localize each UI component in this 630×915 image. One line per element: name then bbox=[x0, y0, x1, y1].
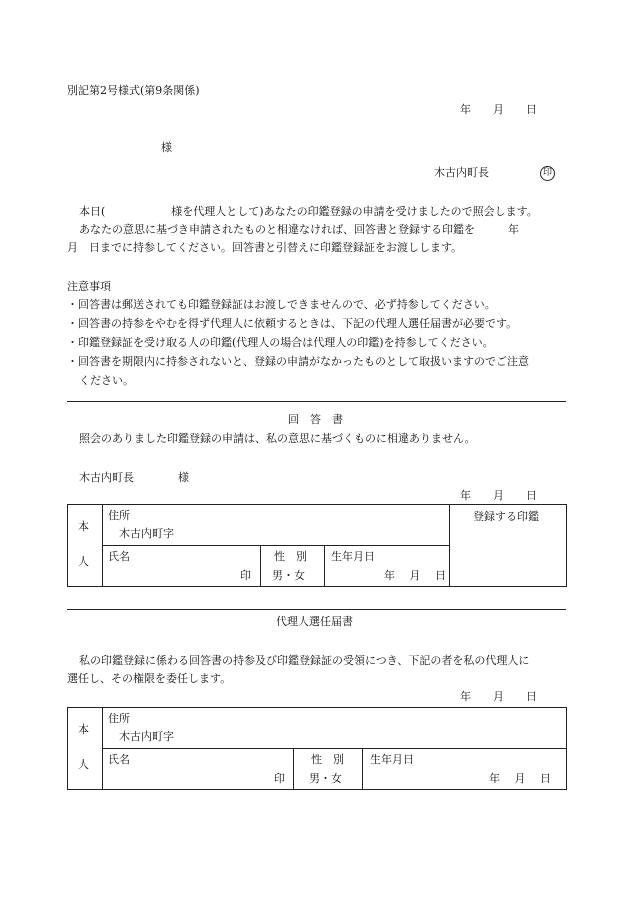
address-value: 木古内町字 bbox=[119, 527, 174, 540]
note-item: ・回答書は郵送されても印鑑登録証はお渡しできませんので、必ず持参してください。 bbox=[67, 298, 496, 311]
honnin-label: 本 bbox=[78, 723, 89, 736]
notes-title: 注意事項 bbox=[67, 280, 111, 293]
answer-addressee: 木古内町長 様 bbox=[79, 471, 189, 484]
honnin-label: 本 bbox=[78, 520, 89, 533]
proxy-line-2: 選任し、その権限を委任します。 bbox=[67, 672, 232, 685]
note-item: ・回答書を期限内に持参されないと、登録の申請がなかったものとして取扱いますのでご注意 bbox=[67, 355, 529, 368]
divider bbox=[67, 401, 566, 402]
answer-date: 年 月 日 bbox=[460, 489, 537, 502]
birth-value: 年 月 日 bbox=[489, 772, 551, 785]
sender: 木古内町長 bbox=[434, 166, 489, 179]
sex-value: 男・女 bbox=[272, 569, 305, 582]
birth-label: 生年月日 bbox=[331, 550, 375, 563]
note-item: ・印鑑登録証を受け取る人の印鑑(代理人の場合は代理人の印鑑)を持参してください。 bbox=[67, 336, 494, 349]
address-value: 木古内町字 bbox=[119, 730, 174, 743]
date-top: 年 月 日 bbox=[460, 103, 537, 116]
divider bbox=[67, 609, 566, 610]
name-seal-mark: 印 bbox=[274, 772, 285, 785]
answer-statement: 照会のありました印鑑登録の申請は、私の意思に基づくものに相違ありません。 bbox=[79, 432, 476, 445]
registered-seal-label: 登録する印鑑 bbox=[473, 510, 539, 523]
seal-icon: 印 bbox=[540, 166, 555, 181]
note-item-continued: ください。 bbox=[79, 374, 134, 387]
name-label: 氏名 bbox=[108, 753, 130, 766]
honnin-label: 人 bbox=[78, 555, 89, 568]
proxy-title: 代理人選任届書 bbox=[276, 615, 353, 628]
address-label: 住所 bbox=[108, 712, 130, 725]
body-line-3: 月 日までに持参してください。回答書と引替えに印鑑登録証をお渡しします。 bbox=[67, 241, 463, 254]
form-id: 別記第2号様式(第9条関係) bbox=[67, 84, 200, 97]
body-line-1: 本日( 様を代理人として)あなたの印鑑登録の申請を受けましたので照会します。 bbox=[79, 205, 538, 218]
proxy-date: 年 月 日 bbox=[460, 690, 537, 703]
sex-label: 性 別 bbox=[274, 550, 307, 563]
address-label: 住所 bbox=[108, 509, 130, 522]
name-seal-mark: 印 bbox=[240, 569, 251, 582]
note-item: ・回答書の持参をやむを得ず代理人に依頼するときは、下記の代理人選任届書が必要です。 bbox=[67, 317, 518, 330]
sex-label: 性 別 bbox=[311, 753, 344, 766]
proxy-line-1: 私の印鑑登録に係わる回答書の持参及び印鑑登録証の受領につき、下記の者を私の代理人に bbox=[79, 654, 530, 667]
body-line-2: あなたの意思に基づき申請されたものと相違なければ、回答書と登録する印鑑を 年 bbox=[79, 223, 519, 236]
addressee-sama: 様 bbox=[161, 141, 172, 154]
sex-value: 男・女 bbox=[309, 772, 342, 785]
answer-title: 回 答 書 bbox=[288, 413, 343, 426]
birth-label: 生年月日 bbox=[370, 753, 414, 766]
birth-value: 年 月 日 bbox=[384, 569, 446, 582]
honnin-label: 人 bbox=[78, 758, 89, 771]
name-label: 氏名 bbox=[108, 550, 130, 563]
